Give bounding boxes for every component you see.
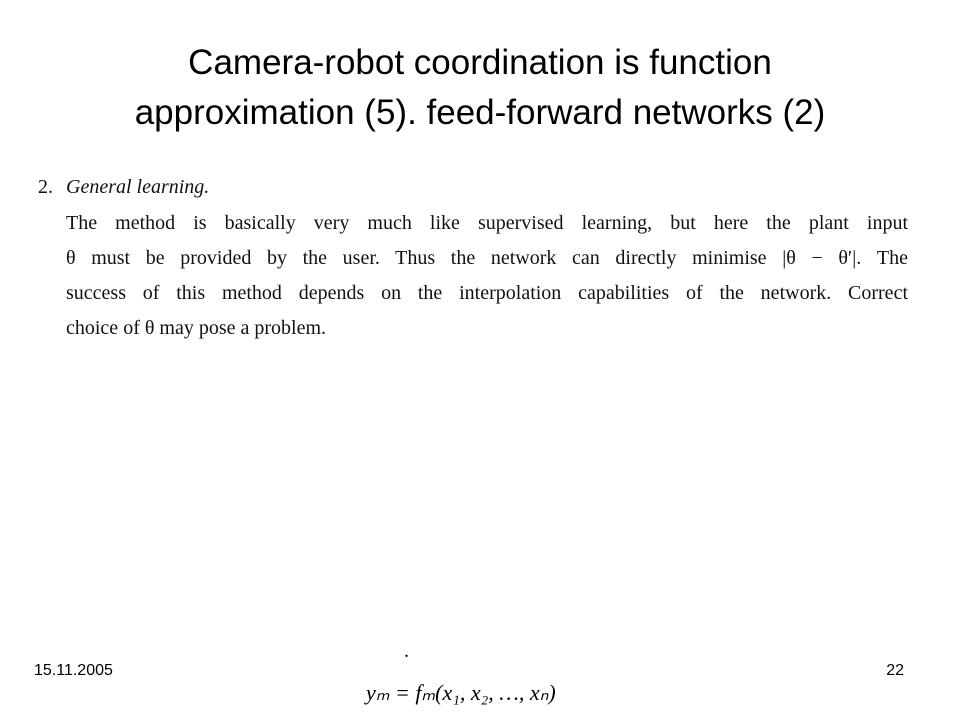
list-item-heading <box>38 176 908 206</box>
list-item-number: 2. <box>38 176 53 198</box>
slide-number: 22 <box>886 662 904 679</box>
formula: yₘ = fₘ(x₁, x₂, …, xₙ) <box>366 680 556 705</box>
paragraph-line: The method is basically very much like supervised learning, but here the plant input <box>66 212 908 234</box>
slide-title-line-1: Camera-robot coordination is function <box>188 43 772 82</box>
paragraph-line: θ must be provided by the user. Thus the network can directly minimise |θ − θ′|. The <box>66 247 908 269</box>
paragraph-line: success of this method depends on the interpolation capabilities of the network. Correct <box>66 282 908 304</box>
slide-title-line-2: approximation (5). feed-forward networks (2) <box>134 93 826 132</box>
footer-date: 15.11.2005 <box>34 662 113 679</box>
list-item-title: General learning. <box>66 176 210 198</box>
scanned-text-excerpt <box>38 176 908 346</box>
slide-title <box>30 38 930 138</box>
excerpt-paragraph <box>66 206 908 346</box>
paragraph-line: choice of θ may pose a problem. <box>66 317 327 339</box>
formula-dot: . <box>404 640 409 662</box>
